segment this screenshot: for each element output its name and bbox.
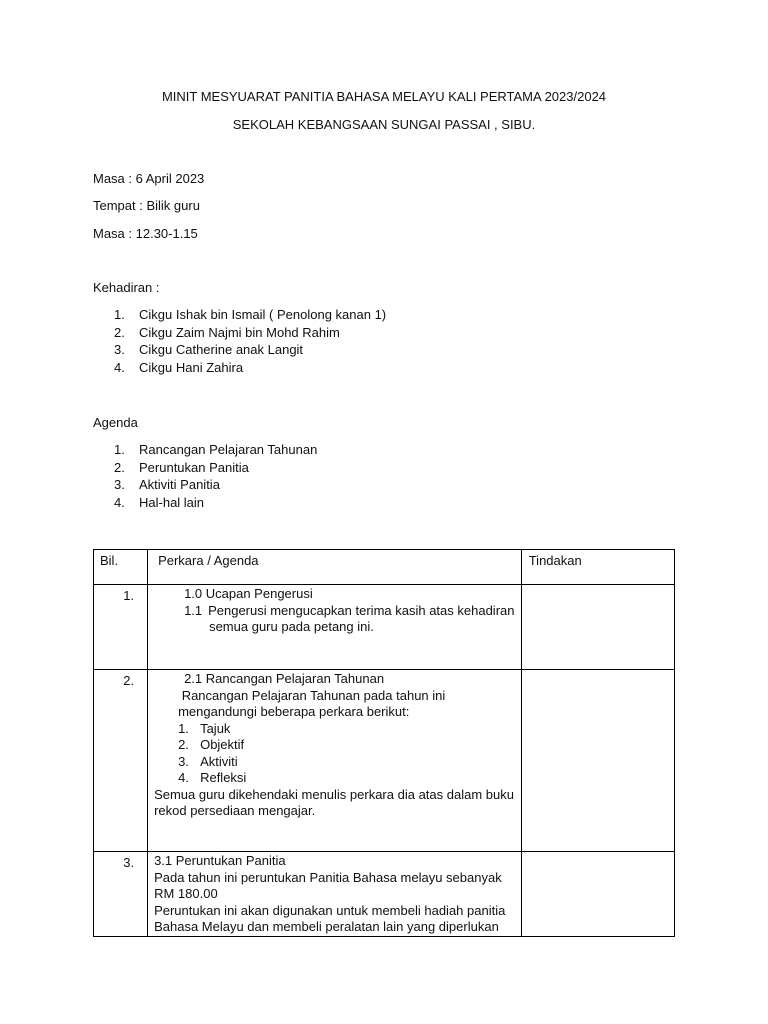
row-line: 4. Refleksi (178, 770, 247, 785)
table-row (94, 852, 675, 937)
list-item: 4. Hal-hal lain (114, 495, 205, 511)
row-action (521, 585, 674, 670)
row-line: Pada tahun ini peruntukan Panitia Bahasa melayu sebanyak (154, 869, 502, 885)
row-content (148, 670, 522, 852)
school-name: SEKOLAH KEBANGSAAN SUNGAI PASSAI , SIBU. (232, 117, 536, 132)
meeting-time: Masa : 12.30-1.15 (93, 226, 198, 241)
row-content (148, 585, 522, 670)
list-item: 3. Cikgu Catherine anak Langit (114, 342, 304, 358)
row-line: Bahasa Melayu dan membeli peralatan lain yang diperlukan (154, 919, 499, 934)
table-row (94, 585, 675, 670)
row-line: 1. Tajuk (178, 720, 231, 736)
header-perkara: Perkara / Agenda (148, 550, 522, 585)
row-line: Peruntukan ini akan digunakan untuk membeli hadiah panitia (154, 902, 506, 918)
list-item: 1. Rancangan Pelajaran Tahunan (114, 442, 318, 457)
row-line: Semua guru dikehendaki menulis perkara dia atas dalam buku (154, 786, 514, 802)
row-line: rekod persediaan mengajar. (154, 803, 316, 818)
table-row (94, 670, 675, 852)
list-item: 2. Cikgu Zaim Najmi bin Mohd Rahim (114, 324, 340, 340)
row-line: 3.1 Peruntukan Panitia (154, 853, 286, 868)
row-line: RM 180.00 (154, 886, 218, 901)
row-line: 1.0 Ucapan Pengerusi (184, 586, 313, 601)
list-item: 3. Aktiviti Panitia (114, 477, 220, 493)
header-bil: Bil. (94, 550, 148, 585)
list-item: 1. Cikgu Ishak bin Ismail ( Penolong kanan 1) (114, 307, 387, 322)
attendance-heading: Kehadiran : (93, 280, 160, 295)
document-title: MINIT MESYUARAT PANITIA BAHASA MELAYU KALI PERTAMA 2023/2024 (161, 89, 607, 104)
meeting-place: Tempat : Bilik guru (93, 198, 200, 213)
row-action (521, 670, 674, 852)
row-line: mengandungi beberapa perkara berikut: (178, 704, 410, 719)
table-header-row (94, 550, 675, 585)
row-number: 3. (94, 852, 148, 937)
row-line: 2.1 Rancangan Pelajaran Tahunan (184, 671, 385, 686)
row-line: 2. Objektif (178, 737, 245, 752)
attendance-list (114, 306, 386, 377)
row-number: 2. (94, 670, 148, 852)
row-line: Rancangan Pelajaran Tahunan pada tahun ini (178, 687, 446, 703)
header-tindakan: Tindakan (521, 550, 674, 585)
list-item: 2. Peruntukan Panitia (114, 459, 249, 475)
row-number: 1. (94, 585, 148, 670)
row-line: 3. Aktiviti (178, 753, 238, 769)
minutes-table (93, 549, 675, 937)
row-content (148, 852, 522, 937)
agenda-list (114, 441, 317, 512)
meeting-date: Masa : 6 April 2023 (93, 171, 205, 186)
agenda-heading: Agenda (93, 415, 138, 430)
list-item: 4. Cikgu Hani Zahira (114, 360, 244, 376)
row-line: semua guru pada petang ini. (209, 619, 374, 634)
row-line: 1.1 Pengerusi mengucapkan terima kasih atas kehadiran (184, 602, 515, 618)
row-action (521, 852, 674, 937)
